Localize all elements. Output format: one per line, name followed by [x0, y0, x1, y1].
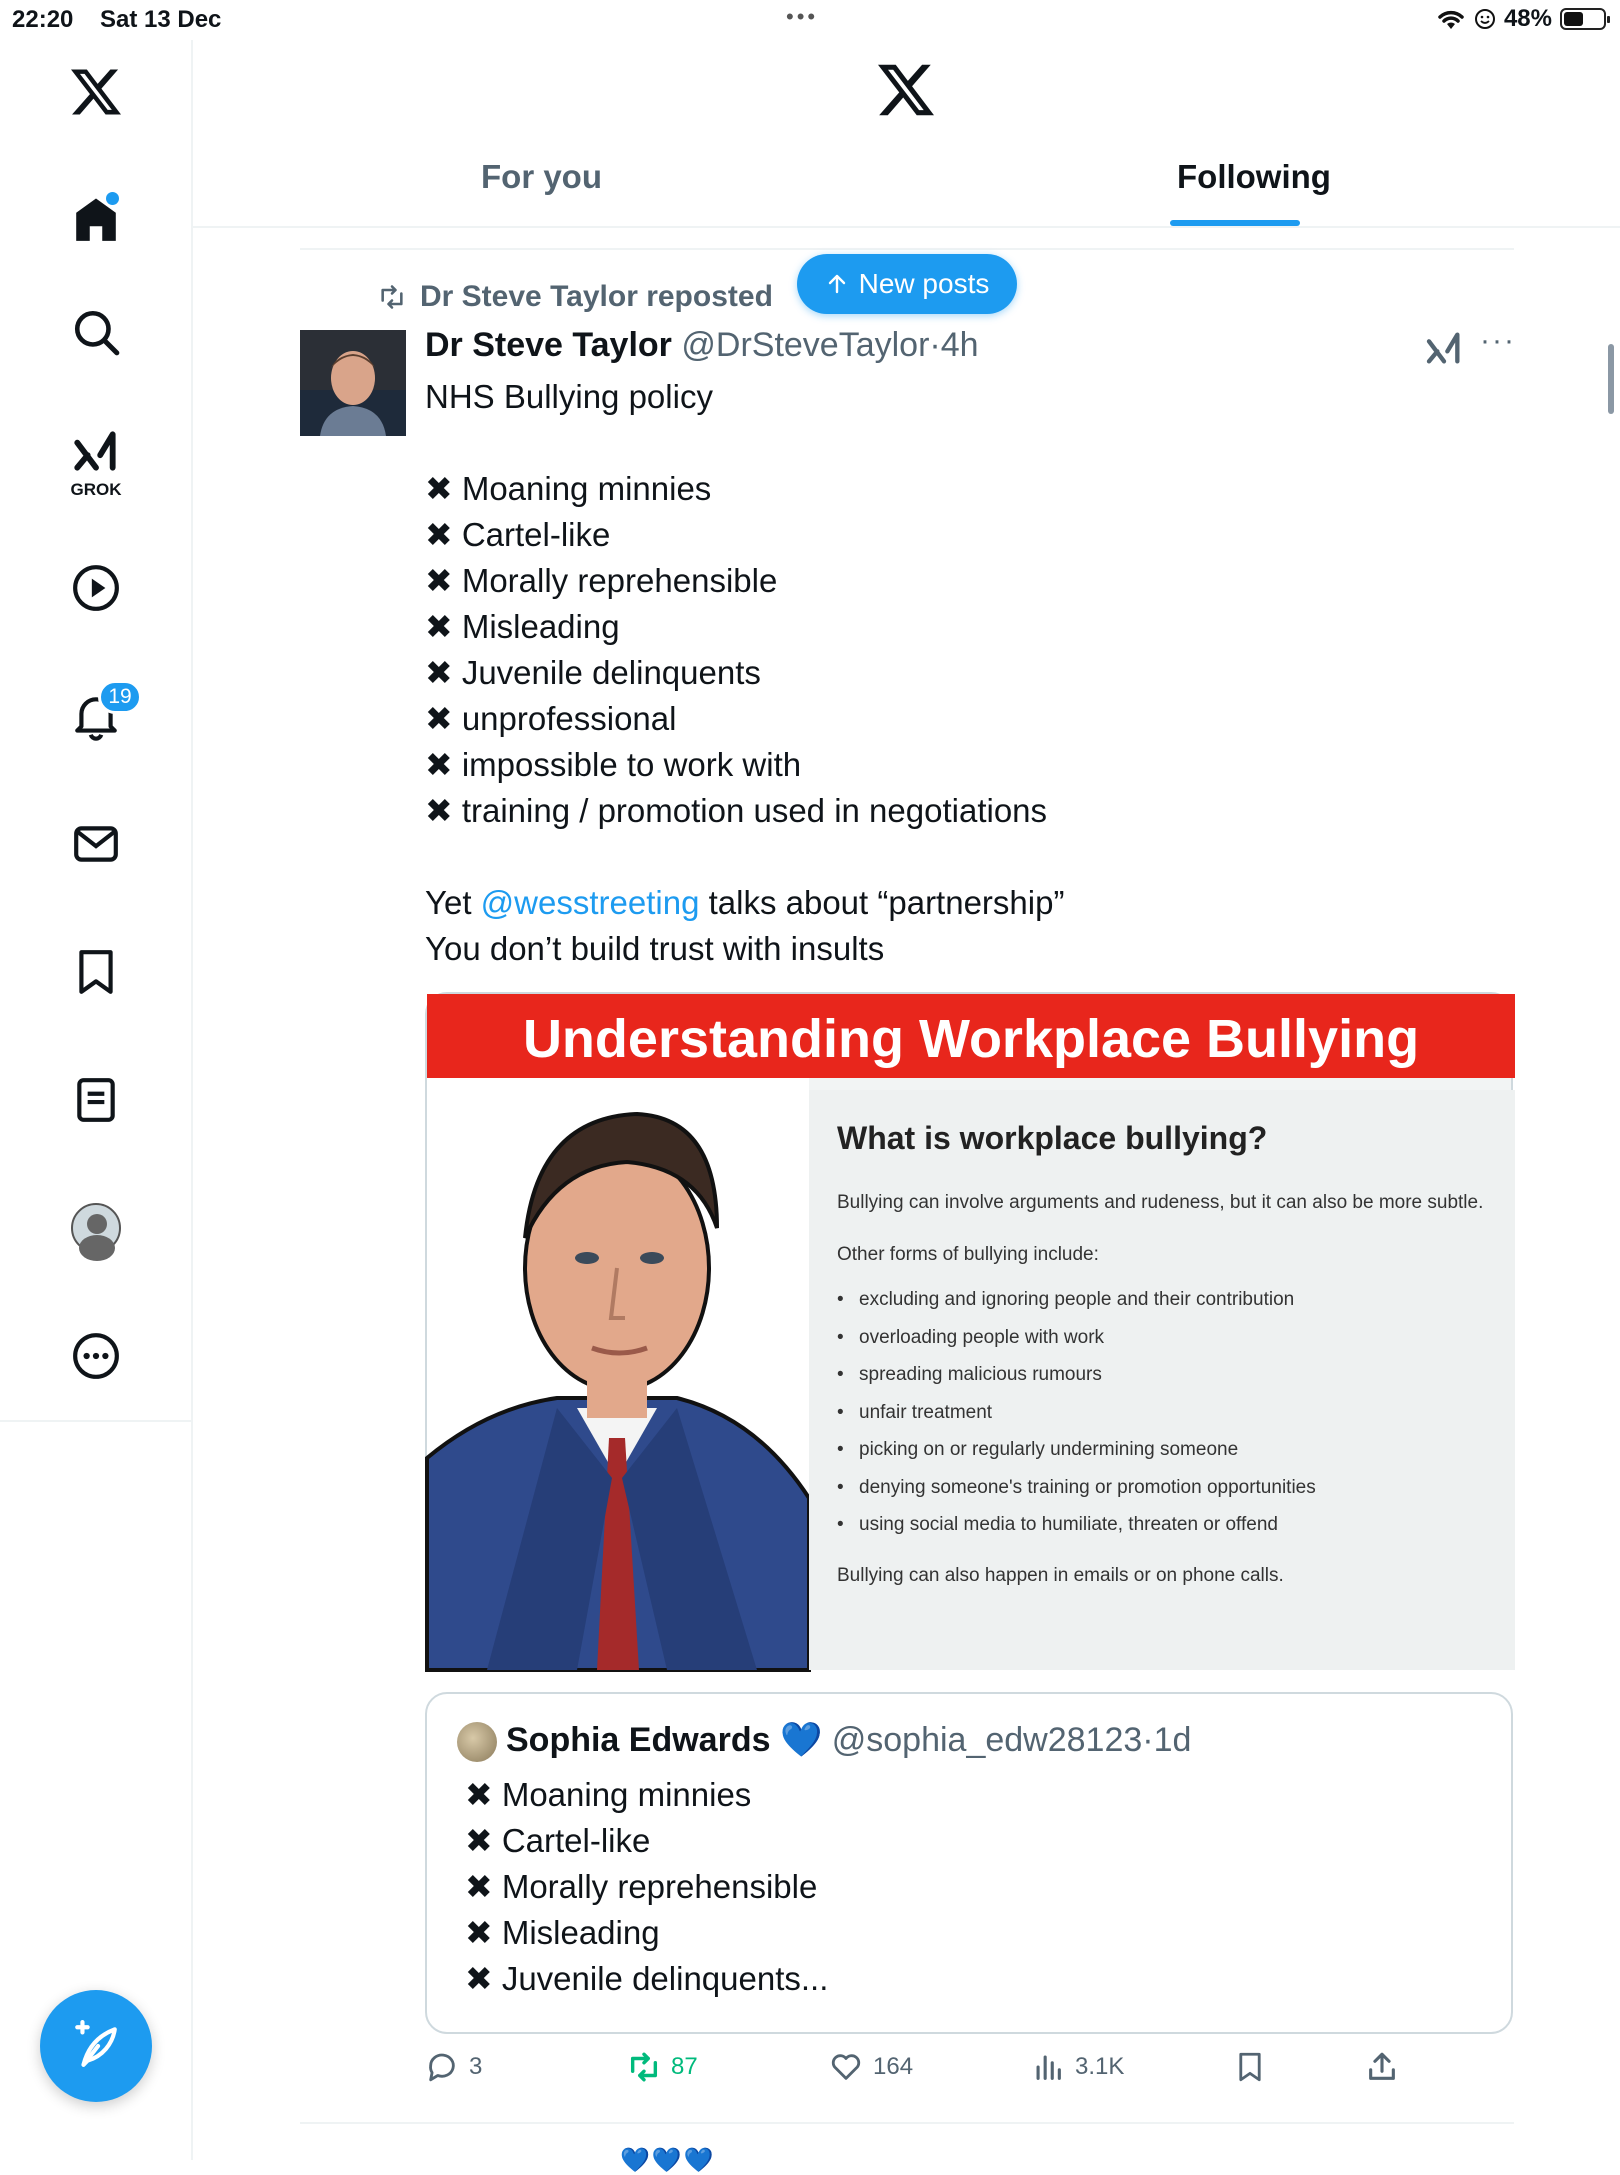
bookmark-button[interactable] — [1233, 2050, 1267, 2084]
x-logo-icon[interactable] — [878, 62, 934, 118]
home-unread-dot — [106, 192, 119, 205]
post-author-line — [425, 326, 979, 365]
share-button[interactable] — [1365, 2050, 1399, 2084]
panel-title: What is workplace bullying? — [837, 1120, 1268, 1156]
focus-icon — [1474, 8, 1496, 30]
notifications-badge: 19 — [98, 680, 142, 714]
feed-divider — [300, 248, 1514, 250]
like-count: 164 — [873, 2053, 914, 2080]
quote-text — [465, 1772, 828, 2002]
quote-author-name: Sophia Edwards — [506, 1721, 771, 1759]
tab-following[interactable]: Following — [1177, 158, 1331, 195]
more-circle-icon — [71, 1331, 121, 1381]
view-count: 3.1K — [1075, 2053, 1125, 2080]
repost-icon — [376, 283, 408, 311]
sidebar-item-more[interactable] — [56, 1316, 136, 1396]
list-document-icon — [71, 1075, 121, 1125]
blank-line — [425, 834, 1505, 880]
image-portrait — [427, 1078, 809, 1670]
grok-explain-icon[interactable] — [1424, 328, 1464, 368]
quote-author-line — [506, 1720, 1191, 1760]
list-item: ✖ Juvenile delinquents — [425, 654, 761, 691]
list-item: ✖ training / promotion used in negotiations — [425, 792, 1048, 829]
list-item: ✖ Cartel-like — [425, 516, 611, 553]
next-post-peek: 💙💙💙 — [620, 2147, 716, 2174]
list-item: ✖ impossible to work with — [425, 746, 802, 783]
views-chart-icon — [1031, 2050, 1065, 2084]
list-item: ✖ Moaning minnies — [425, 470, 712, 507]
reply-icon — [425, 2050, 459, 2084]
list-item: ✖ Misleading — [465, 1914, 660, 1951]
new-posts-label: New posts — [858, 268, 990, 299]
bookmark-icon — [71, 947, 121, 997]
sidebar-item-bookmarks[interactable] — [56, 932, 136, 1012]
post-text — [425, 374, 1505, 972]
closing-line-2: You don’t build trust with insults — [425, 930, 885, 967]
repost-label: Dr Steve Taylor reposted — [420, 280, 773, 313]
author-photo-icon — [300, 330, 406, 436]
status-time: 22:20 — [12, 6, 74, 33]
x-logo-icon — [71, 67, 121, 117]
image-banner: Understanding Workplace Bullying — [427, 994, 1515, 1078]
list-item: ✖ Cartel-like — [465, 1822, 651, 1859]
post-time[interactable]: 4h — [940, 326, 979, 364]
list-item: ✖ Juvenile delinquents... — [465, 1960, 829, 1997]
mention-link[interactable]: @wesstreeting — [480, 884, 700, 921]
post-title-line: NHS Bullying policy — [425, 378, 713, 415]
like-button[interactable] — [829, 2050, 913, 2084]
list-item: ✖ Misleading — [425, 608, 620, 645]
arrow-up-icon — [825, 272, 849, 296]
sidebar-item-notifications[interactable] — [56, 676, 136, 756]
sidebar-item-video[interactable] — [56, 548, 136, 628]
sidebar-item-profile[interactable] — [56, 1188, 136, 1268]
envelope-icon — [71, 819, 121, 869]
list-item: • unfair treatment — [837, 1394, 1487, 1432]
panel-intro: Bullying can involve arguments and rudeness, but it can also be more subtle. — [837, 1192, 1484, 1213]
sidebar-item-home[interactable] — [56, 180, 136, 260]
list-item: • excluding and ignoring people and their contribution — [837, 1281, 1487, 1319]
list-item: • using social media to humiliate, threaten or offend — [837, 1506, 1487, 1544]
list-item: • overloading people with work — [837, 1319, 1487, 1357]
post-image[interactable] — [425, 992, 1513, 1668]
sidebar-item-explore[interactable] — [56, 292, 136, 372]
panel-list — [837, 1281, 1487, 1544]
list-item: ✖ Morally reprehensible — [465, 1868, 818, 1905]
wifi-icon — [1436, 7, 1466, 31]
search-icon — [71, 307, 121, 357]
sidebar-x-logo[interactable] — [56, 52, 136, 132]
sidebar-item-lists[interactable] — [56, 1060, 136, 1140]
reply-button[interactable] — [425, 2050, 482, 2084]
status-date: Sat 13 Dec — [100, 6, 222, 33]
sidebar-item-grok[interactable] — [56, 422, 136, 502]
panel-lead: Other forms of bullying include: — [837, 1244, 1099, 1265]
repost-count: 87 — [671, 2053, 698, 2080]
list-item: ✖ Moaning minnies — [465, 1776, 752, 1813]
quoted-post[interactable] — [425, 1692, 1513, 2034]
grok-icon — [71, 426, 121, 476]
panel-footer: Bullying can also happen in emails or on phone calls. — [837, 1564, 1284, 1586]
list-item: • picking on or regularly undermining someone — [837, 1431, 1487, 1469]
play-circle-icon — [71, 563, 121, 613]
feed-divider — [300, 2122, 1514, 2124]
author-handle[interactable]: @DrSteveTaylor — [681, 326, 930, 364]
post-actions — [425, 2050, 1513, 2100]
list-item: ✖ unprofessional — [425, 700, 677, 737]
scrollbar[interactable] — [1608, 344, 1614, 414]
post-more-icon[interactable]: ··· — [1480, 324, 1516, 357]
grok-label: GROK — [70, 480, 122, 499]
status-indicators — [1436, 5, 1606, 33]
info-panel — [809, 1090, 1515, 1670]
author-name[interactable]: Dr Steve Taylor — [425, 326, 672, 364]
quote-author-handle: @sophia_edw28123 — [831, 1721, 1143, 1759]
heart-icon — [829, 2050, 863, 2084]
views-button[interactable] — [1031, 2050, 1124, 2084]
quote-author-avatar[interactable] — [457, 1722, 497, 1762]
sidebar-nav — [0, 40, 193, 2160]
share-icon — [1365, 2050, 1399, 2084]
reply-count: 3 — [469, 2053, 483, 2080]
timeline-header — [193, 40, 1620, 228]
portrait-illustration-icon — [427, 1078, 809, 1670]
status-bar — [0, 0, 1620, 40]
list-item: • denying someone's training or promotion opportunities — [837, 1469, 1487, 1507]
list-item: ✖ Morally reprehensible — [425, 562, 778, 599]
blank-line — [425, 420, 1505, 466]
sidebar-divider — [0, 1420, 193, 1422]
closing-line: Yet @wesstreeting talks about “partnership” — [425, 884, 1065, 921]
dot-separator: · — [1142, 1721, 1154, 1759]
bookmark-icon — [1233, 2050, 1267, 2084]
battery-icon — [1560, 8, 1606, 30]
new-posts-button[interactable] — [797, 254, 1017, 314]
author-avatar[interactable] — [300, 330, 406, 436]
dot-separator: · — [929, 326, 941, 364]
compose-feather-icon — [71, 2021, 121, 2071]
list-item: • spreading malicious rumours — [837, 1356, 1487, 1394]
active-tab-indicator — [1170, 220, 1300, 226]
compose-button[interactable] — [40, 1990, 152, 2102]
blue-heart-icon: 💙 — [779, 1721, 823, 1759]
multitask-dots-icon[interactable]: ••• — [786, 4, 819, 29]
sidebar-item-messages[interactable] — [56, 804, 136, 884]
quote-time: 1d — [1153, 1721, 1192, 1759]
repost-button[interactable] — [627, 2050, 698, 2084]
battery-percent: 48% — [1503, 5, 1552, 32]
tab-for-you[interactable]: For you — [481, 158, 602, 195]
repost-icon — [627, 2050, 661, 2084]
profile-avatar-icon — [71, 1203, 121, 1253]
repost-context[interactable] — [376, 280, 773, 314]
